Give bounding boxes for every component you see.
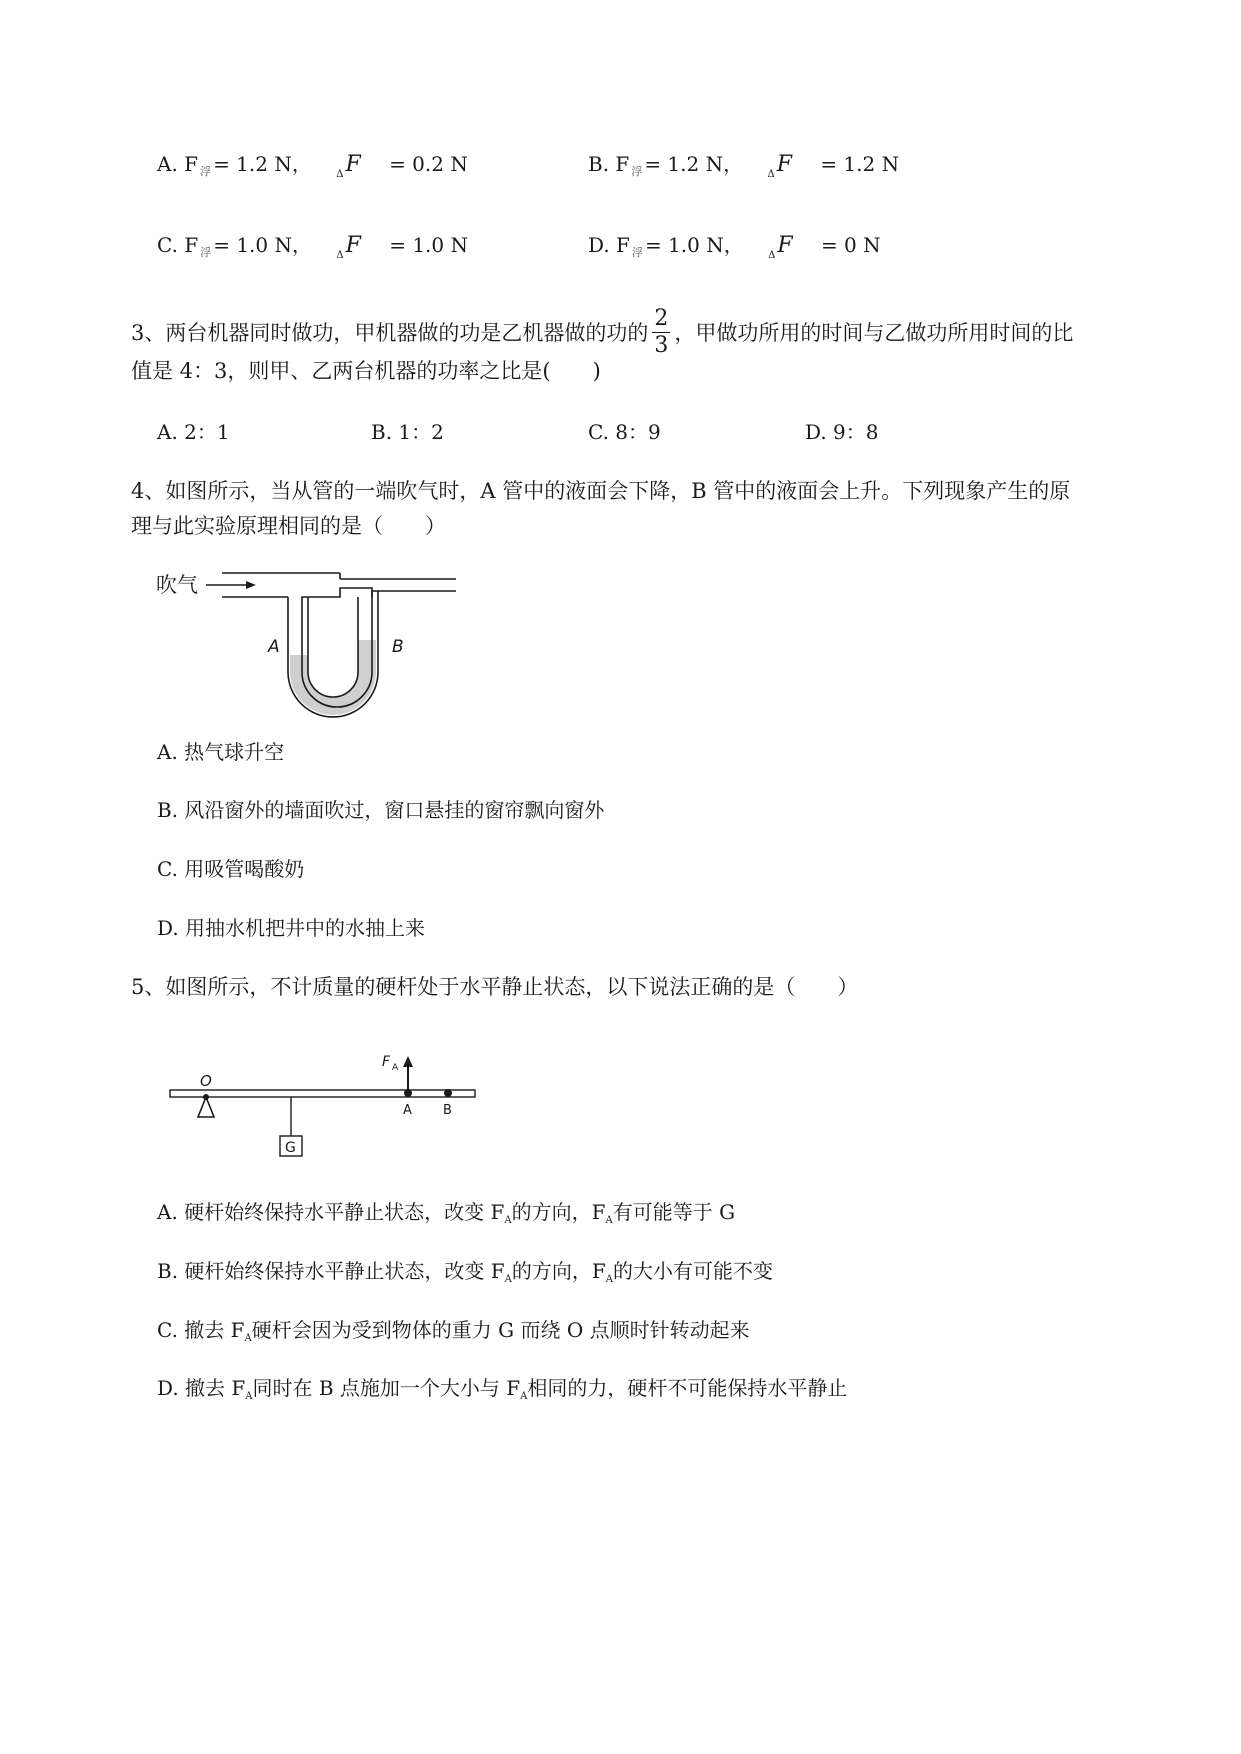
float-force-value: = 1.2 N，: [644, 152, 744, 176]
q5-option-d[interactable]: [157, 1374, 847, 1407]
delta-force-value: = 1.0 N: [389, 233, 468, 257]
delta-symbol: Δ: [336, 169, 344, 180]
fraction-denominator: 3: [654, 333, 669, 358]
q4-option-a[interactable]: A. 热气球升空: [157, 740, 285, 764]
q4-option-b[interactable]: B. 风沿窗外的墙面吹过，窗口悬挂的窗帘飘向窗外: [157, 798, 605, 822]
q4-stem-line2: 理与此实验原理相同的是（ ）: [131, 514, 446, 538]
weight-label: G: [285, 1140, 296, 1156]
float-subscript: 浮: [200, 165, 212, 178]
q3-option-a[interactable]: A. 2：1: [157, 420, 230, 444]
option-text-post: 相同的力，硬杆不可能保持水平静止: [527, 1376, 848, 1400]
q3-stem-part1: 3、两台机器同时做功，甲机器做的功是乙机器做的功的: [131, 321, 649, 345]
subscript-a: A: [504, 1274, 512, 1285]
option-label: B.: [588, 152, 610, 176]
option-label: A.: [157, 152, 178, 176]
delta-force-symbol: F: [345, 233, 361, 258]
delta-force-value: = 1.2 N: [820, 152, 900, 176]
option-text-mid: 硬杆会因为受到物体的重力 G 而绕 O 点顺时针转动起来: [251, 1318, 750, 1342]
subscript-a: A: [244, 1333, 252, 1344]
tube-b-label: B: [392, 637, 404, 657]
fraction: [652, 306, 670, 359]
q4-stem-line1: 4、如图所示，当从管的一端吹气时，A 管中的液面会下降，B 管中的液面会上升。下列现象产生的原: [131, 479, 1071, 503]
float-subscript: 浮: [200, 246, 212, 259]
q3-option-b[interactable]: B. 1：2: [371, 420, 444, 444]
option-text-post: 的大小有可能不变: [613, 1259, 774, 1283]
float-force-value: = 1.0 N，: [644, 233, 744, 257]
delta-force-value: = 0 N: [820, 233, 881, 257]
q4-option-c[interactable]: C. 用吸管喝酸奶: [157, 857, 305, 881]
q3-stem-line1: [131, 308, 1073, 361]
option-label: D.: [588, 233, 610, 257]
q5-option-a[interactable]: [157, 1198, 735, 1231]
q3-stem-line2: 值是 4：3，则甲、乙两台机器的功率之比是( ): [131, 359, 601, 383]
option-text-pre: D. 撤去 F: [157, 1376, 246, 1400]
q5-option-b[interactable]: [157, 1257, 773, 1290]
delta-symbol: Δ: [767, 169, 775, 180]
q5-option-c[interactable]: [157, 1316, 750, 1349]
float-force-symbol: F: [184, 152, 199, 176]
subscript-a: A: [605, 1274, 614, 1285]
q3-option-c[interactable]: C. 8：9: [588, 420, 661, 444]
point-a-label: A: [403, 1103, 412, 1118]
subscript-a: A: [245, 1391, 253, 1402]
tube-a-label: A: [268, 637, 280, 657]
q3-option-d[interactable]: D. 9：8: [805, 420, 879, 444]
q2-option-b[interactable]: [588, 150, 899, 183]
delta-force-symbol: F: [777, 233, 793, 258]
q2-option-c[interactable]: [157, 231, 468, 264]
pivot-label: O: [200, 1072, 212, 1090]
float-force-symbol: F: [184, 233, 199, 257]
option-label: C.: [157, 233, 178, 257]
option-text-mid: 的方向，F: [511, 1200, 606, 1224]
option-text-post: 有可能等于 G: [612, 1200, 736, 1224]
float-subscript: 浮: [631, 165, 643, 178]
q3-stem-part2: ，甲做功所用的时间与乙做功所用时间的比: [674, 321, 1074, 345]
u-tube-figure: [150, 560, 470, 720]
delta-force-value: = 0.2 N: [389, 152, 468, 176]
lever-figure: [160, 1040, 490, 1170]
force-arrow-icon: [403, 1056, 413, 1067]
point-b-label: B: [443, 1103, 452, 1118]
option-text-mid: 同时在 B 点施加一个大小与 F: [252, 1376, 521, 1400]
q2-option-d[interactable]: [588, 231, 881, 264]
subscript-a: A: [520, 1391, 528, 1402]
force-label: F: [382, 1054, 391, 1070]
float-force-symbol: F: [615, 152, 630, 176]
float-force-value: = 1.2 N，: [213, 152, 312, 176]
option-text-mid: 的方向，F: [511, 1259, 606, 1283]
delta-force-symbol: F: [776, 152, 792, 177]
float-force-value: = 1.0 N，: [213, 233, 312, 257]
q2-option-a[interactable]: [157, 150, 468, 183]
q4-option-d[interactable]: D. 用抽水机把井中的水抽上来: [157, 916, 426, 940]
float-force-symbol: F: [616, 233, 630, 257]
subscript-a: A: [504, 1215, 512, 1226]
force-label-sub: A: [392, 1063, 399, 1073]
subscript-a: A: [605, 1215, 613, 1226]
option-text-pre: B. 硬杆始终保持水平静止状态，改变 F: [157, 1259, 505, 1283]
option-text-pre: A. 硬杆始终保持水平静止状态，改变 F: [157, 1200, 505, 1224]
blow-arrow-head: [246, 581, 256, 589]
float-subscript: 浮: [631, 246, 643, 259]
delta-force-symbol: F: [345, 152, 361, 177]
delta-symbol: Δ: [336, 250, 344, 261]
fraction-numerator: 2: [654, 306, 669, 331]
rod: [170, 1090, 475, 1097]
blow-label: 吹气: [156, 573, 198, 597]
delta-symbol: Δ: [768, 250, 776, 261]
q5-stem: 5、如图所示，不计质量的硬杆处于水平静止状态，以下说法正确的是（ ）: [131, 975, 859, 999]
option-text-pre: C. 撤去 F: [157, 1318, 245, 1342]
